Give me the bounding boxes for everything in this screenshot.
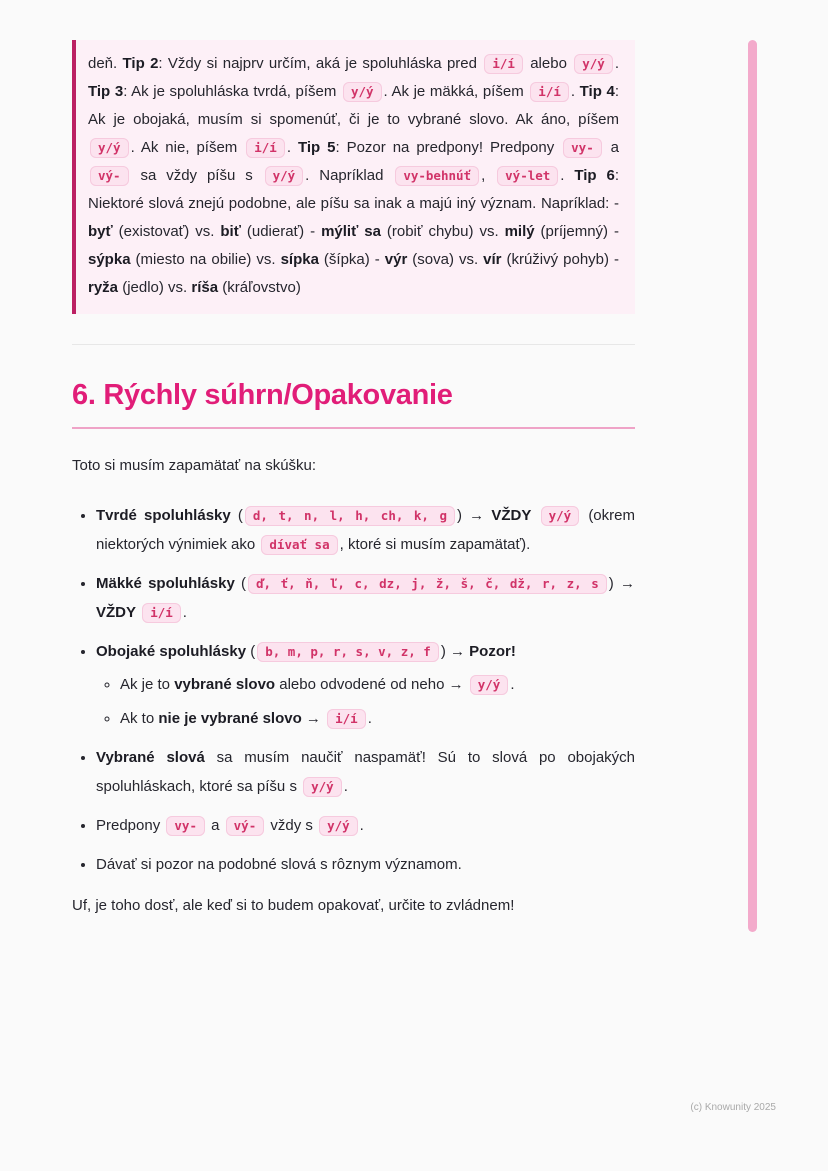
- text-run: deň.: [88, 55, 123, 72]
- code-chip: y/ý: [319, 816, 358, 836]
- text-run: . Napríklad: [305, 167, 394, 184]
- code-chip: vý-: [226, 816, 265, 836]
- bold-text: vybrané slovo: [174, 676, 276, 693]
- text-run: .: [182, 604, 187, 621]
- bold-text: Tvrdé spoluhlásky: [96, 507, 231, 524]
- code-chip: ď, ť, ň, ľ, c, dz, j, ž, š, č, dž, r, z, s: [248, 574, 607, 594]
- text-run: .: [560, 167, 575, 184]
- text-run: : Ak je spoluhláska tvrdá, píšem: [123, 83, 341, 100]
- text-run: .: [510, 676, 515, 693]
- text-run: (sova) vs.: [407, 251, 484, 268]
- code-chip: y/ý: [470, 675, 509, 695]
- bold-text: výr: [384, 251, 408, 268]
- text-run: (: [234, 575, 246, 592]
- code-chip: vý-: [90, 166, 129, 186]
- text-run: ,: [481, 167, 496, 184]
- code-chip: i/í: [246, 138, 285, 158]
- text-run: alebo odvodené od neho →: [275, 676, 468, 693]
- sub-list-item: [120, 670, 635, 699]
- code-chip: vý-let: [497, 166, 558, 186]
- code-chip: i/í: [530, 82, 569, 102]
- text-run: (existovať) vs.: [112, 223, 221, 240]
- bold-text: Tip 4: [579, 83, 615, 100]
- code-chip: vy-behnúť: [395, 166, 479, 186]
- text-run: : Ak je obojaká, musím si spomenúť, či je to vybrané slovo. Ak áno, píšem: [88, 83, 620, 128]
- text-run: : Pozor na predpony! Predpony: [335, 139, 562, 156]
- text-run: (jedlo) vs.: [118, 279, 192, 296]
- text-run: .: [570, 83, 580, 100]
- text-run: vždy s: [266, 817, 318, 834]
- code-chip: vy-: [563, 138, 602, 158]
- sub-list-item: [120, 704, 635, 733]
- text-run: . Ak je mäkká, píšem: [383, 83, 529, 100]
- text-run: ) →: [608, 575, 635, 592]
- code-chip: d, t, n, l, h, ch, k, g: [245, 506, 455, 526]
- code-chip: y/ý: [265, 166, 304, 186]
- section-divider: [72, 344, 635, 345]
- bold-text: byť: [88, 223, 113, 240]
- code-chip: i/í: [142, 603, 181, 623]
- text-run: (robiť chybu) vs.: [380, 223, 505, 240]
- heading-underline: [72, 427, 635, 429]
- text-run: →: [301, 710, 326, 727]
- text-run: . Ak nie, píšem: [130, 139, 245, 156]
- bold-text: milý: [504, 223, 535, 240]
- bold-text: biť: [220, 223, 241, 240]
- bold-text: mýliť sa: [321, 223, 381, 240]
- bold-text: sýpka: [88, 251, 131, 268]
- list-item: [96, 569, 635, 627]
- sub-list: [96, 670, 635, 733]
- bold-text: Tip 6: [574, 167, 615, 184]
- text-run: (krúživý pohyb) -: [501, 251, 619, 268]
- text-run: sa vždy píšu s: [130, 167, 263, 184]
- text-run: .: [343, 778, 348, 795]
- text-run: ) →: [457, 507, 492, 524]
- copyright-footer: (c) Knowunity 2025: [690, 1102, 776, 1113]
- code-chip: i/í: [484, 54, 523, 74]
- text-run: a: [603, 139, 620, 156]
- code-chip: i/í: [327, 709, 366, 729]
- bold-text: ríša: [191, 279, 219, 296]
- text-run: , ktoré si musím zapamätať).: [339, 536, 531, 553]
- bold-text: Obojaké spoluhlásky: [96, 643, 247, 660]
- text-run: (šípka) -: [318, 251, 385, 268]
- text-run: : Niektoré slová znejú podobne, ale píšu sa inak a majú iný význam. Napríklad: -: [88, 167, 620, 212]
- summary-list: [72, 501, 635, 879]
- scrollbar-thumb[interactable]: [748, 40, 757, 932]
- bold-text: VŽDY: [96, 604, 137, 621]
- intro-paragraph: Toto si musím zapamätať na skúšku:: [72, 457, 317, 474]
- bold-text: Tip 2: [122, 55, 159, 72]
- text-run: .: [359, 817, 364, 834]
- bold-text: Mäkké spoluhlásky: [96, 575, 235, 592]
- bold-text: VŽDY: [491, 507, 532, 524]
- text-run: .: [367, 710, 372, 727]
- text-run: (udierať) -: [240, 223, 322, 240]
- bold-text: sípka: [280, 251, 319, 268]
- code-chip: vy-: [166, 816, 205, 836]
- bold-text: ryža: [88, 279, 119, 296]
- outro-paragraph: Uf, je toho dosť, ale keď si to budem opakovať, určite to zvládnem!: [72, 897, 515, 914]
- code-chip: y/ý: [303, 777, 342, 797]
- text-run: (: [246, 643, 256, 660]
- code-chip: y/ý: [343, 82, 382, 102]
- text-run: : Vždy si najprv určím, aká je spoluhláska pred: [158, 55, 483, 72]
- text-run: alebo: [524, 55, 573, 72]
- text-run: sa musím naučiť naspamäť! Sú to slová po obojakých spoluhláskach, ktoré sa píšu s: [96, 749, 635, 795]
- document-page: [72, 40, 635, 917]
- text-run: (kráľovstvo): [218, 279, 301, 296]
- text-run: .: [286, 139, 298, 156]
- text-run: [531, 507, 538, 524]
- code-chip: y/ý: [90, 138, 129, 158]
- text-run: Predpony: [96, 817, 165, 834]
- text-run: (: [230, 507, 243, 524]
- text-run: (príjemný) -: [534, 223, 620, 240]
- text-run: Ak to: [120, 710, 159, 727]
- text-run: [136, 604, 140, 621]
- text-run: Dávať si pozor na podobné slová s rôznym významom.: [96, 856, 462, 873]
- section-heading: 6. Rýchly súhrn/Opakovanie: [72, 379, 453, 411]
- text-run: (okrem niektorých výnimiek ako: [96, 507, 635, 553]
- code-chip: y/ý: [574, 54, 613, 74]
- bold-text: vír: [483, 251, 502, 268]
- bold-text: Tip 3: [88, 83, 124, 100]
- text-run: .: [614, 55, 619, 72]
- text-run: ) →: [440, 643, 470, 660]
- list-item: [96, 501, 635, 559]
- text-run: a: [206, 817, 224, 834]
- bold-text: nie je vybrané slovo: [158, 710, 302, 727]
- code-chip: dívať sa: [261, 535, 337, 555]
- list-item: [96, 811, 635, 840]
- list-item: [96, 637, 635, 733]
- bold-text: Vybrané slová: [96, 749, 205, 766]
- text-run: (miesto na obilie) vs.: [130, 251, 281, 268]
- code-chip: b, m, p, r, s, v, z, f: [257, 642, 439, 662]
- tips-callout: [72, 40, 635, 314]
- list-item: [96, 850, 635, 879]
- list-item: [96, 743, 635, 801]
- text-run: Ak je to: [120, 676, 175, 693]
- code-chip: y/ý: [541, 506, 580, 526]
- bold-text: Tip 5: [297, 139, 336, 156]
- bold-text: Pozor!: [469, 643, 516, 660]
